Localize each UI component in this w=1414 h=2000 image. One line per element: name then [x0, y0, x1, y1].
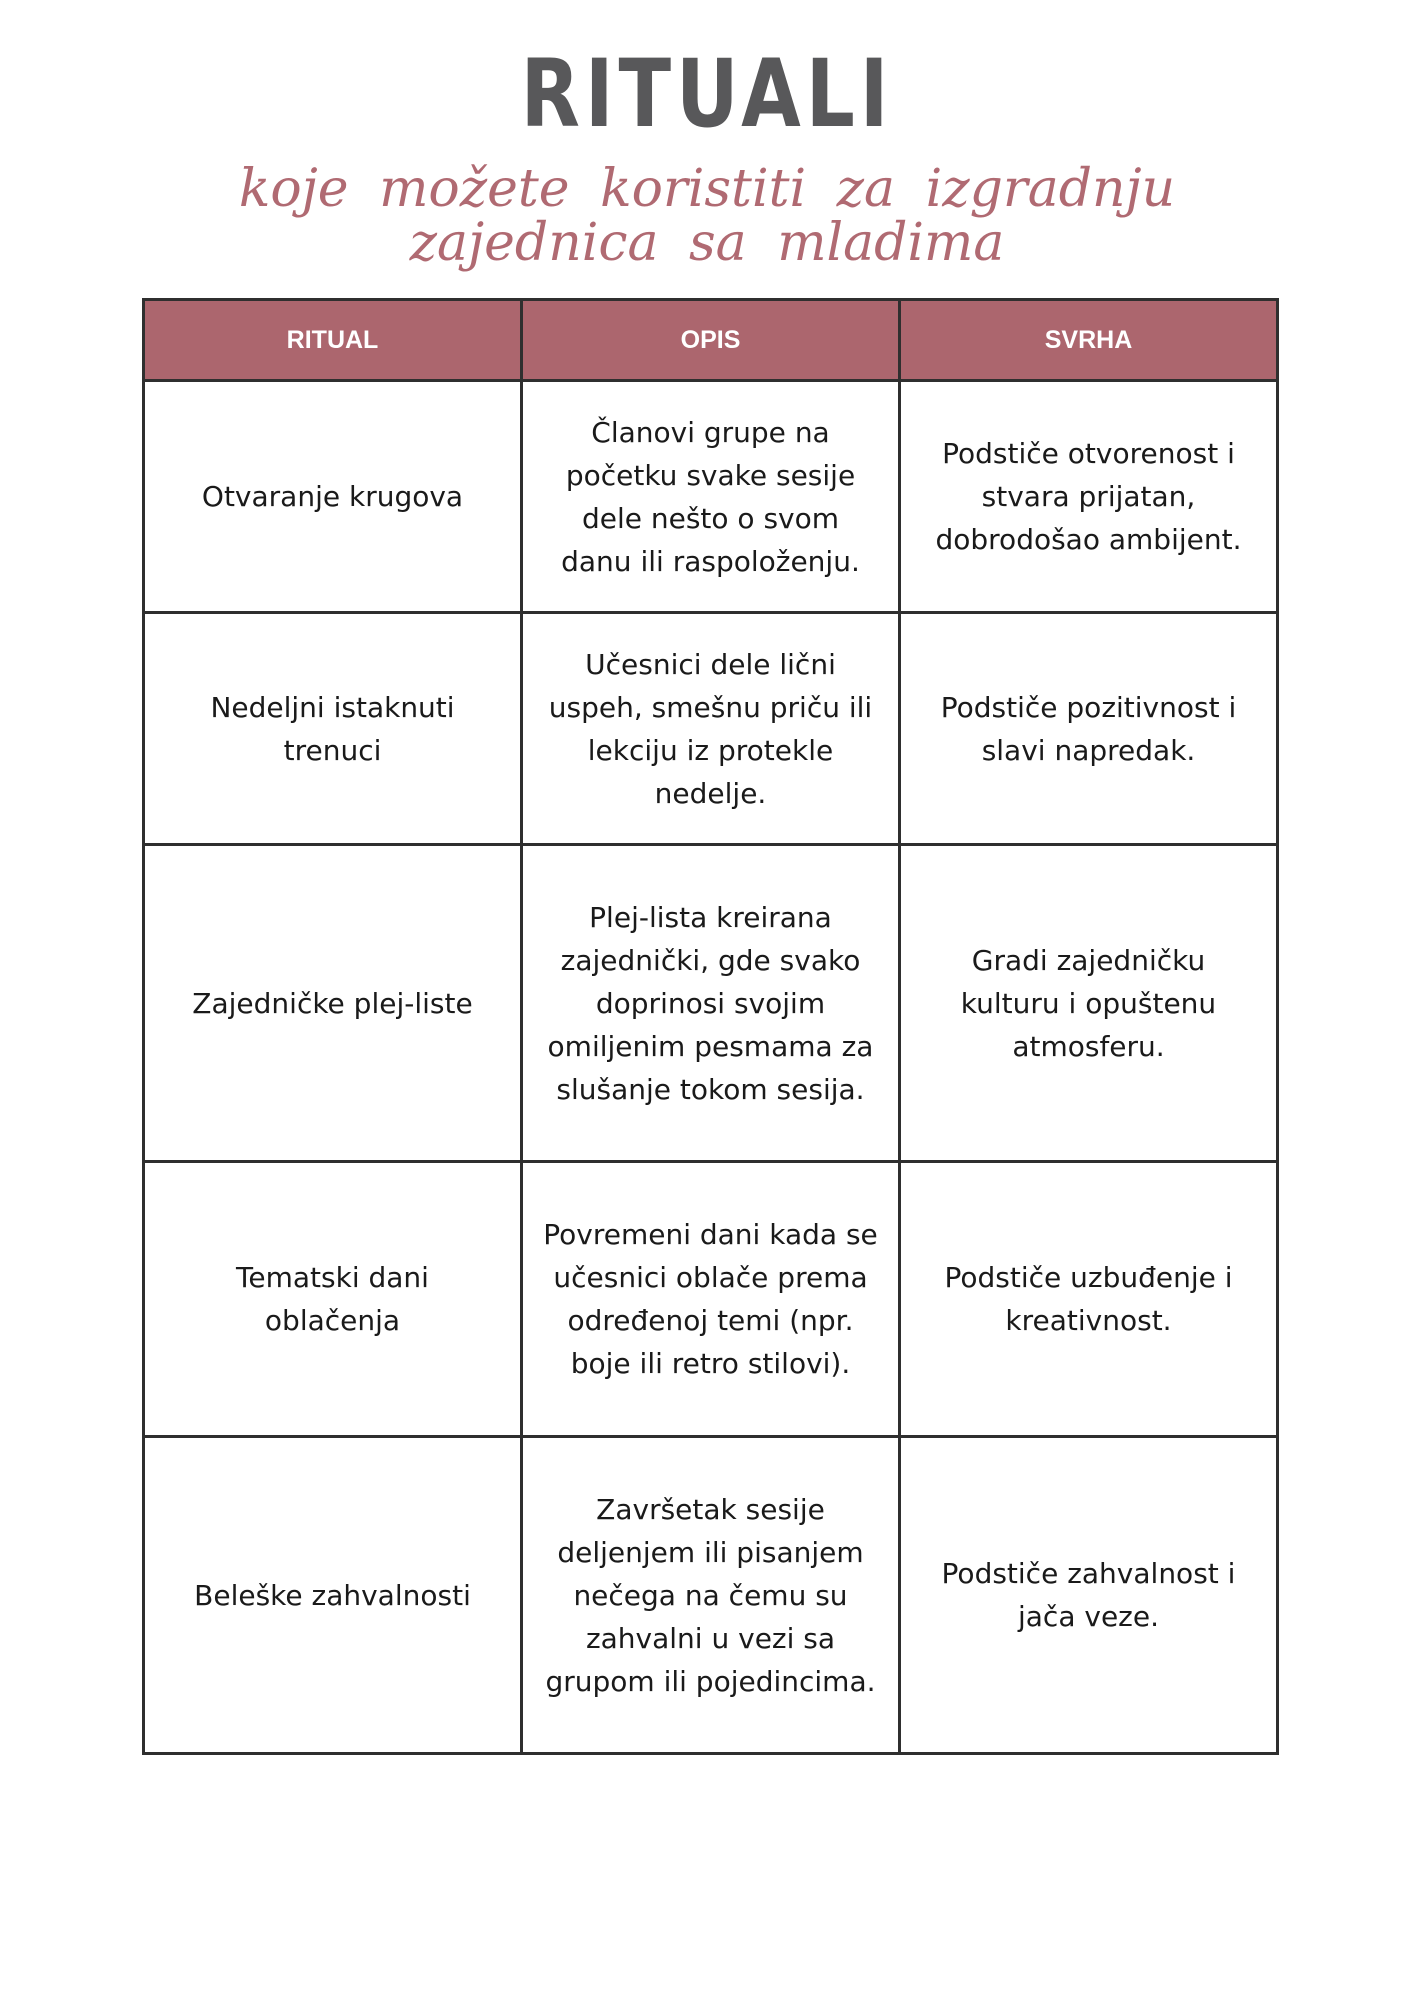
opis-cell: Članovi grupe na početku svake sesije dele nešto o svom danu ili raspoloženju. [522, 381, 900, 613]
svrha-cell: Podstiče pozitivnost i slavi napredak. [900, 613, 1278, 845]
ritual-cell: Otvaranje krugova [144, 381, 522, 613]
ritual-cell: Beleške zahvalnosti [144, 1437, 522, 1754]
page-title: RITUALI [520, 40, 894, 149]
table-row [144, 1162, 1278, 1437]
page-subtitle: koje možete koristiti za izgradnju zajednica sa mladima [238, 159, 1176, 273]
table-row [144, 845, 1278, 1162]
opis-cell: Plej-lista kreirana zajednički, gde svako doprinosi svojim omiljenim pesmama za slušanje tokom sesija. [522, 845, 900, 1162]
ritual-cell: Tematski dani oblačenja [144, 1162, 522, 1437]
ritual-cell: Nedeljni istaknuti trenuci [144, 613, 522, 845]
svrha-cell: Podstiče zahvalnost i jača veze. [900, 1437, 1278, 1754]
column-header-svrha: SVRHA [900, 300, 1278, 381]
rituals-table [142, 298, 1279, 1755]
table-row [144, 381, 1278, 613]
svrha-cell: Podstiče uzbuđenje i kreativnost. [900, 1162, 1278, 1437]
svrha-cell: Gradi zajedničku kulturu i opuštenu atmosferu. [900, 845, 1278, 1162]
opis-cell: Završetak sesije deljenjem ili pisanjem nečega na čemu su zahvalni u vezi sa grupom ili pojedincima. [522, 1437, 900, 1754]
table-row [144, 1437, 1278, 1754]
svrha-cell: Podstiče otvorenost i stvara prijatan, dobrodošao ambijent. [900, 381, 1278, 613]
ritual-cell: Zajedničke plej-liste [144, 845, 522, 1162]
opis-cell: Učesnici dele lični uspeh, smešnu priču ili lekciju iz protekle nedelje. [522, 613, 900, 845]
table-header-row [144, 300, 1278, 381]
table-row [144, 613, 1278, 845]
column-header-opis: OPIS [522, 300, 900, 381]
opis-cell: Povremeni dani kada se učesnici oblače prema određenoj temi (npr. boje ili retro stilovi). [522, 1162, 900, 1437]
column-header-ritual: RITUAL [144, 300, 522, 381]
